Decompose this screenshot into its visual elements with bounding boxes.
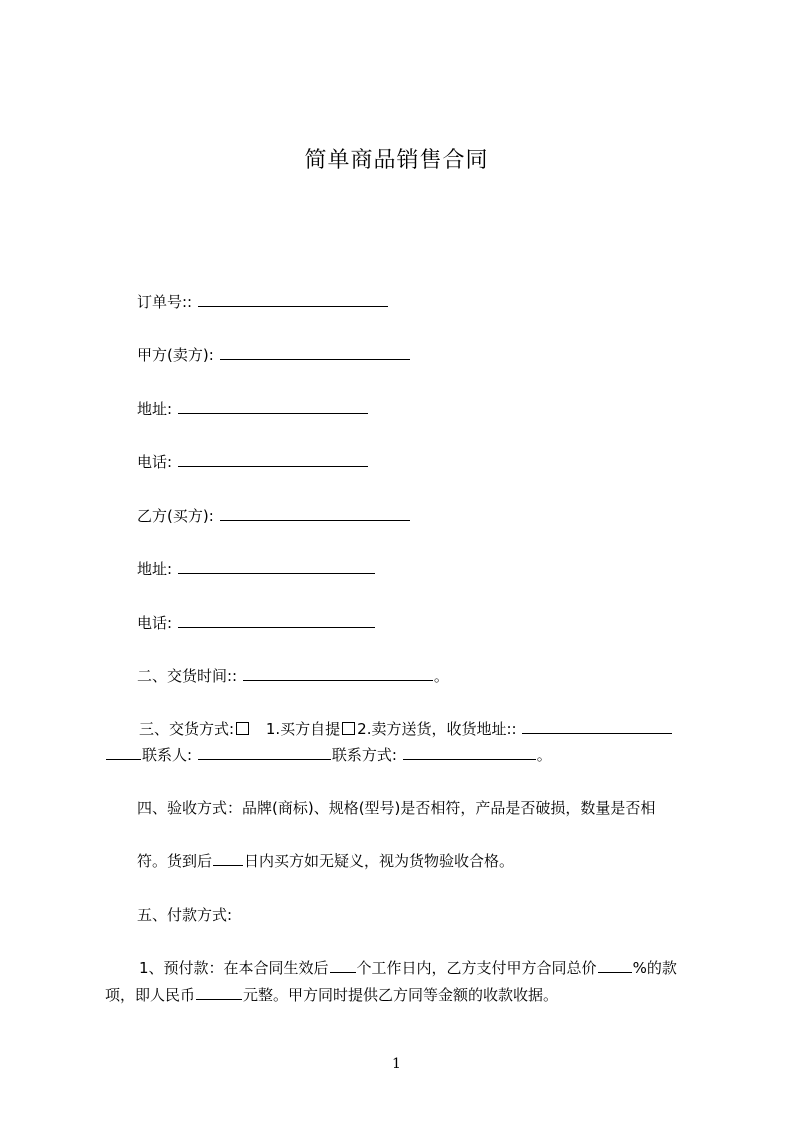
address-b-blank[interactable] bbox=[178, 559, 375, 574]
party-b-blank[interactable] bbox=[220, 506, 410, 521]
contact-person-label: 联系人: bbox=[142, 746, 193, 764]
delivery-time-label: 二、交货时间:: bbox=[137, 667, 238, 685]
delivery-method-end: 。 bbox=[536, 746, 552, 764]
address-a-line bbox=[137, 399, 369, 419]
phone-a-line bbox=[137, 452, 369, 472]
checkbox-self-pickup[interactable] bbox=[236, 722, 249, 735]
prepayment-text-c: %的款 bbox=[632, 959, 677, 977]
prepayment-amount-blank[interactable] bbox=[196, 985, 242, 1000]
address-a-blank[interactable] bbox=[178, 399, 368, 414]
order-number-blank[interactable] bbox=[198, 292, 388, 307]
order-number-line bbox=[137, 292, 389, 312]
prepayment-text-e: 元整。甲方同时提供乙方同等金额的收款收据。 bbox=[243, 986, 559, 1004]
page-number: 1 bbox=[392, 1056, 401, 1072]
payment-heading: 五、付款方式: bbox=[137, 906, 233, 924]
phone-a-label: 电话: bbox=[137, 453, 173, 471]
order-number-label: 订单号:: bbox=[137, 293, 193, 311]
party-a-blank[interactable] bbox=[220, 345, 410, 360]
address-a-label: 地址: bbox=[137, 400, 173, 418]
checkbox-seller-delivery[interactable] bbox=[342, 722, 355, 735]
party-b-label: 乙方(买方): bbox=[137, 507, 214, 525]
prepayment-text-a: 1、预付款：在本合同生效后 bbox=[139, 959, 329, 977]
inspection-line-2 bbox=[137, 851, 514, 871]
prepayment-line-2 bbox=[105, 985, 558, 1005]
address-b-label: 地址: bbox=[137, 560, 173, 578]
contact-method-label: 联系方式: bbox=[331, 746, 397, 764]
contract-title: 简单商品销售合同 bbox=[304, 148, 489, 173]
party-a-line bbox=[137, 345, 411, 365]
phone-b-blank[interactable] bbox=[178, 613, 375, 628]
inspection-text-b: 日内买方如无疑义，视为货物验收合格。 bbox=[244, 852, 515, 870]
phone-b-label: 电话: bbox=[137, 614, 173, 632]
receiving-address-blank[interactable] bbox=[522, 719, 672, 734]
party-b-line bbox=[137, 506, 411, 526]
inspection-days-blank[interactable] bbox=[213, 851, 243, 866]
delivery-method-label: 三、交货方式: bbox=[139, 720, 235, 738]
prepayment-days-blank[interactable] bbox=[330, 958, 356, 973]
prepayment-text-b: 个工作日内，乙方支付甲方合同总价 bbox=[356, 959, 597, 977]
phone-a-blank[interactable] bbox=[178, 452, 368, 467]
inspection-line-1: 四、验收方式：品牌(商标)、规格(型号)是否相符，产品是否破损，数量是否相 bbox=[137, 799, 656, 817]
contact-method-blank[interactable] bbox=[403, 745, 536, 760]
prepayment-percent-blank[interactable] bbox=[598, 958, 632, 973]
contact-line bbox=[105, 745, 552, 765]
option-self-pickup-label: 1.买方自提 bbox=[265, 720, 341, 738]
party-a-label: 甲方(卖方): bbox=[137, 346, 214, 364]
inspection-text-a: 符。货到后 bbox=[137, 852, 213, 870]
address-b-line bbox=[137, 559, 376, 579]
delivery-time-end: 。 bbox=[433, 667, 449, 685]
contact-person-blank[interactable] bbox=[198, 745, 331, 760]
prepayment-line-1 bbox=[139, 958, 677, 978]
delivery-time-blank[interactable] bbox=[243, 666, 433, 681]
prepayment-text-d: 项，即人民币 bbox=[105, 986, 196, 1004]
delivery-time-line bbox=[137, 666, 449, 686]
receiving-address-blank-cont[interactable] bbox=[106, 745, 141, 760]
phone-b-line bbox=[137, 613, 376, 633]
option-seller-delivery-label: 2.卖方送货，收货地址:: bbox=[357, 720, 517, 738]
delivery-method-line bbox=[139, 719, 673, 739]
